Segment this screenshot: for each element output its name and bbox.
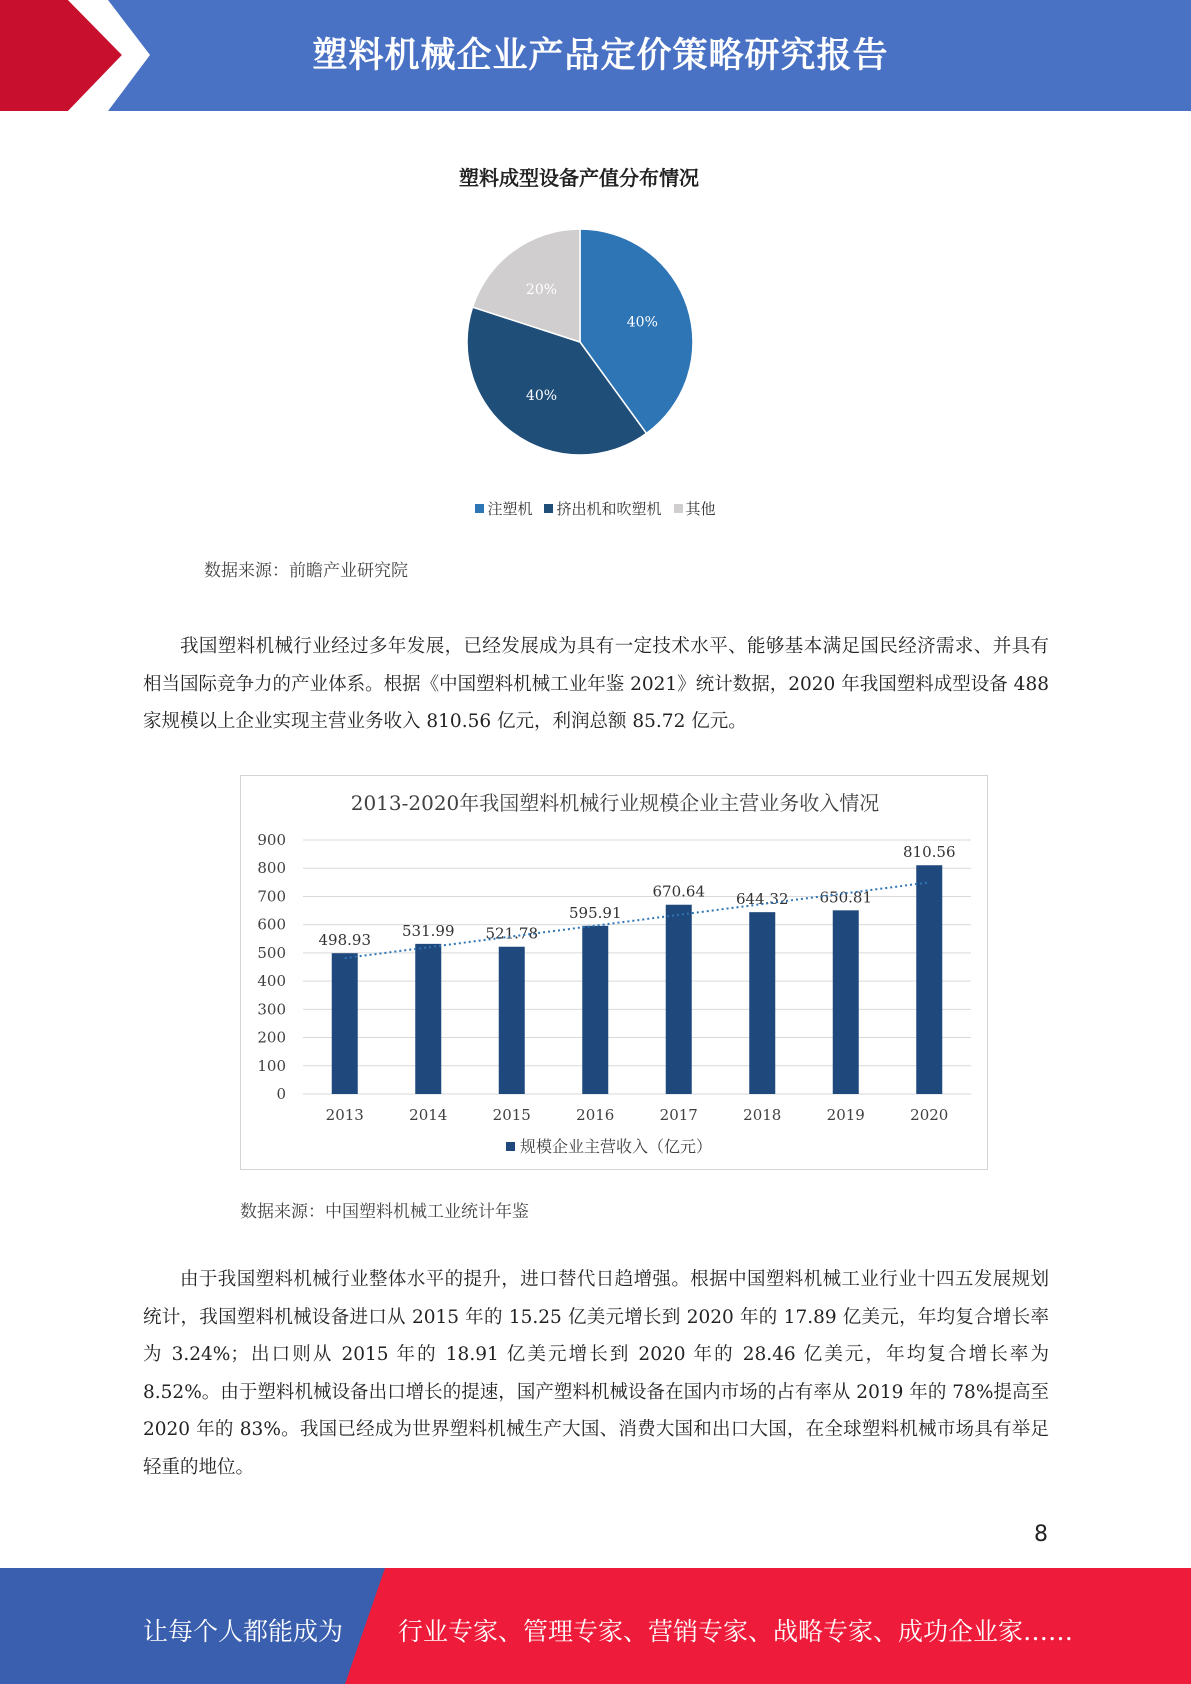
pie-legend-swatch	[544, 504, 553, 513]
x-tick-label: 2017	[659, 1106, 698, 1124]
report-title: 塑料机械企业产品定价策略研究报告	[312, 36, 889, 76]
body-paragraph-1: 我国塑料机械行业经过多年发展，已经发展成为具有一定技术水平、能够基本满足国民经济需求、并具有相当国际竞争力的产业体系。根据《中国塑料机械工业年鉴 2021》统计数据，2020 年我国塑料成型设备 488 家规模以上企业实现主营业务收入 810.56 亿元，利润总额 85.72 亿元。	[143, 636, 1049, 732]
footer-slogan-right: 行业专家、管理专家、营销专家、战略专家、成功企业家……	[398, 1617, 1074, 1646]
y-tick-label: 300	[257, 1000, 286, 1019]
pie-legend-item-0	[475, 498, 532, 519]
page-header	[0, 0, 1191, 111]
x-tick-label: 2015	[492, 1106, 531, 1124]
pie-chart-source: 数据来源：前瞻产业研究院	[204, 561, 408, 581]
pie-legend-label: 注塑机	[487, 500, 533, 518]
bar-chart	[241, 776, 989, 1171]
bar-2017	[666, 905, 692, 1094]
x-tick-label: 2019	[826, 1106, 865, 1124]
pie-legend-label: 挤出机和吹塑机	[556, 500, 662, 518]
x-tick-label: 2018	[743, 1106, 782, 1124]
y-tick-label: 200	[257, 1028, 286, 1047]
body-paragraph-2: 由于我国塑料机械行业整体水平的提升，进口替代日趋增强。根据中国塑料机械工业行业十四五发展规划统计，我国塑料机械设备进口从 2015 年的 15.25 亿美元增长到 2020 年的 17.89 亿美元，年均复合增长率为 3.24%；出口则从 2015 年的 18.91 亿美元增长到 2020 年的 28.46 亿美元，年均复合增长率为 8.52%。由于塑料机械设备出口增长的提速，国产塑料机械设备在国内市场的占有率从 2019 年的 78%提高至 2020 年的 83%。我国已经成为世界塑料机械生产大国、消费大国和出口大国，在全球塑料机械市场具有举足轻重的地位。	[143, 1269, 1049, 1478]
y-tick-label: 500	[257, 943, 286, 962]
x-tick-label: 2020	[910, 1106, 949, 1124]
bar-legend-swatch	[506, 1142, 515, 1151]
bar-legend-label: 规模企业主营收入（亿元）	[520, 1137, 713, 1156]
y-tick-label: 400	[257, 972, 286, 991]
bar-2014	[415, 944, 441, 1094]
pie-legend-swatch	[674, 504, 683, 513]
bar-2016	[582, 926, 608, 1094]
pie-slice-label-1: 40%	[525, 388, 558, 405]
bar-value-label: 810.56	[903, 843, 956, 862]
pie-legend-swatch	[475, 504, 484, 513]
y-tick-label: 600	[257, 915, 286, 934]
bar-2020	[916, 865, 942, 1094]
bar-2013	[332, 953, 358, 1094]
page-number: 8	[1034, 1522, 1048, 1547]
bar-chart-legend	[506, 1137, 712, 1156]
x-tick-label: 2013	[325, 1106, 364, 1124]
y-tick-label: 900	[257, 831, 286, 849]
bar-2018	[749, 912, 775, 1094]
pie-slice-label-2: 20%	[525, 281, 558, 298]
x-tick-label: 2014	[409, 1106, 448, 1124]
bar-chart-frame	[240, 775, 988, 1170]
y-tick-label: 800	[257, 859, 286, 878]
pie-legend-item-1	[544, 498, 661, 519]
pie-chart-legend	[0, 498, 1191, 519]
x-tick-label: 2016	[576, 1106, 615, 1124]
y-tick-label: 0	[276, 1085, 286, 1103]
bar-chart-source: 数据来源：中国塑料机械工业统计年鉴	[240, 1202, 529, 1222]
bar-value-label: 670.64	[652, 882, 705, 901]
pie-legend-label: 其他	[685, 500, 716, 518]
bar-value-label: 595.91	[569, 903, 622, 922]
pie-chart-title: 塑料成型设备产值分布情况	[459, 166, 699, 190]
page-footer	[0, 1568, 1191, 1684]
bar-value-label: 521.78	[485, 924, 538, 943]
bar-value-label: 531.99	[402, 921, 455, 940]
pie-slice-label-0: 40%	[626, 314, 658, 331]
bar-2015	[499, 947, 525, 1094]
footer-slogan-left: 让每个人都能成为	[143, 1617, 344, 1646]
pie-chart	[460, 225, 700, 465]
bar-value-label: 650.81	[819, 888, 872, 907]
pie-legend-item-2	[674, 498, 716, 519]
bar-chart-title: 2013-2020年我国塑料机械行业规模企业主营业务收入情况	[350, 791, 880, 815]
y-tick-label: 700	[257, 887, 286, 906]
y-tick-label: 100	[257, 1056, 286, 1075]
bar-value-label: 644.32	[736, 890, 789, 909]
bar-value-label: 498.93	[318, 931, 371, 950]
bar-2019	[833, 910, 859, 1094]
